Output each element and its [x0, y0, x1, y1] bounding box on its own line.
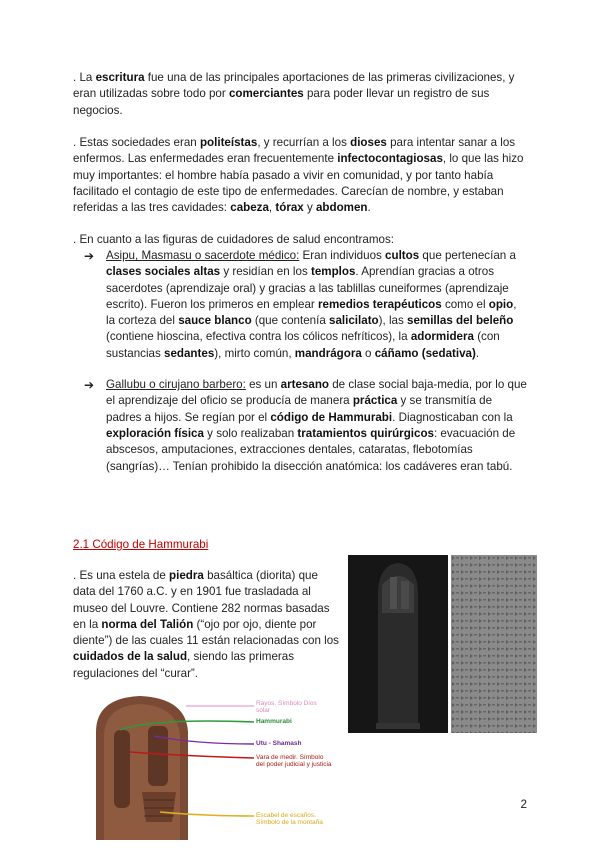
inscription-photo — [451, 555, 537, 733]
page-number: 2 — [520, 798, 527, 811]
cuneiform-texture — [451, 555, 537, 733]
label-utu-shamash: Utu - Shamash — [256, 740, 302, 747]
list-item-asipu: ➔ Asipu, Masmasu o sacerdote médico: Eran individuos cultos que pertenecían a clases sociales altas y residían en los templos. Aprendían gracias a otros sacerdotes (aprendizaje oral) y gracias a las tablillas cuneiformes (aprendizaje escrito). Fueron los primeros en emplear remedios terapéuticos como el opio, la corteza del sauce blanco (que contenía salicilato), las semillas del beleño (contiene hioscina, efectiva contra los cólicos nefríticos), la adormidera (con sustancias sedantes), mirto común, mandrágora o cáñamo (sedativa). — [84, 249, 517, 360]
paragraph-cuidadores-intro: . En cuanto a las figuras de cuidadores de salud encontramos: — [73, 233, 394, 246]
arrow-icon: ➔ — [84, 378, 95, 393]
annotated-relief-figure — [94, 692, 334, 842]
caregivers-list — [82, 248, 528, 475]
stele-photo — [348, 555, 448, 733]
paragraph-politeistas: . Estas sociedades eran politeístas, y recurrían a los dioses para intentar sanar a los enfermos. Las enfermedades eran frecuentemente infectocontagiosas, lo que las hizo muy importantes: el hombre había pasado a vivir en comunidad, y por tanto había facilitado el contagio de este tipo de enfermedades. Carecían de nombre, y estaban referidas a las tres cavidades: cabeza, tórax y abdomen. — [73, 136, 524, 215]
section-heading: 2.1 Código de Hammurabi — [73, 538, 209, 551]
label-hammurabi: Hammurabi — [256, 718, 292, 725]
arrow-icon: ➔ — [84, 249, 95, 263]
label-rayos: Rayos. Símbolo Dios solar — [256, 700, 317, 714]
list-item-gallubu: ➔ Gallubu o cirujano barbero: es un artesano de clase social baja-media, por lo que el aprendizaje del oficio se producía de manera práctica y se transmitía de padres a hijos. Se regían por el código de Hammurabi. Diagnosticaban con la exploración física y solo realizaban tratamientos quirúrgicos: evacuación de abscesos, amputaciones, extracciones dentales, cataratas, flebotomías (sangrías)… Tenían prohibido la disección anatómica: los cadáveres eran tabú. — [84, 378, 527, 473]
label-vara: Vara de medir. Símbolo del poder judicial y justicia — [256, 754, 332, 768]
paragraph-escritura: . La escritura fue una de las principales aportaciones de las primeras civilizaciones, y eran utilizadas sobre todo por comerciantes para poder llevar un registro de sus negocios. — [73, 71, 515, 117]
stele-illustration — [348, 555, 448, 733]
paragraph-hammurabi: . Es una estela de piedra basáltica (diorita) que data del 1760 a.C. y en 1901 fue trasladada al museo del Louvre. Contiene 282 normas basadas en la norma del Talión (“ojo por ojo, diente por diente”) de las cuales 11 están relacionadas con los cuidados de la salud, siendo las primeras regulaciones del “curar”. — [73, 569, 339, 680]
label-escabel: Escabel de escaños. Símbolo de la montaña — [256, 812, 323, 826]
